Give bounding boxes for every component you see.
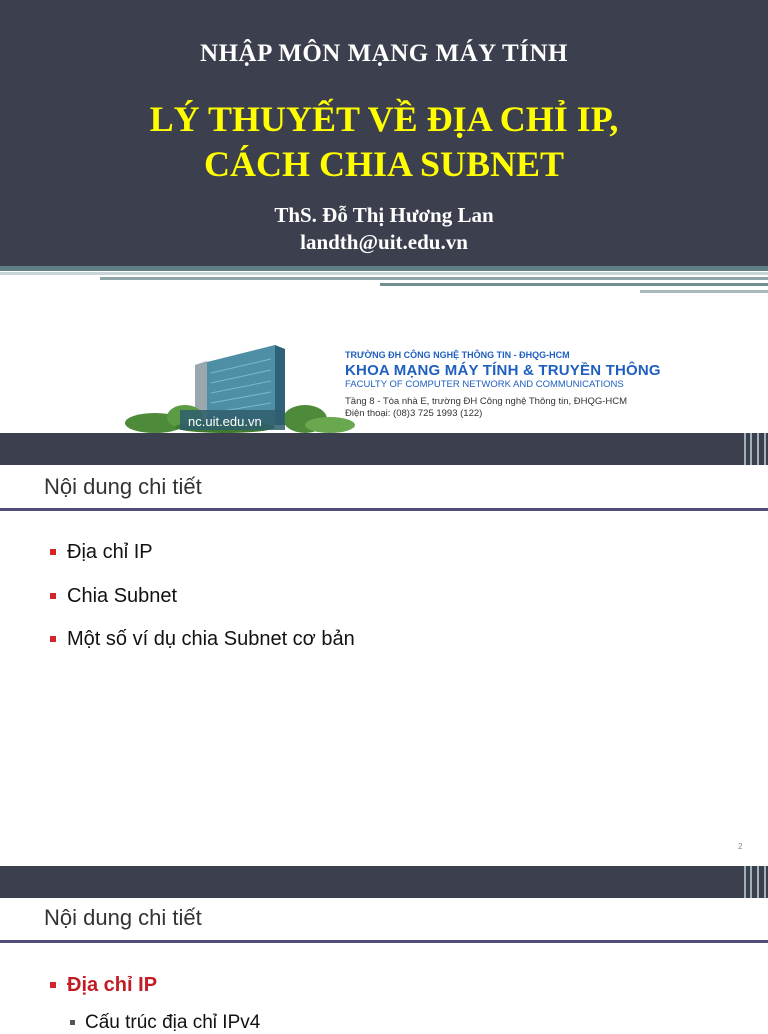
slide-title-line2: CÁCH CHIA SUBNET	[203, 144, 565, 184]
bar-decoration	[740, 433, 768, 465]
author-name: ThS. Đỗ Thị Hương Lan	[274, 203, 494, 227]
slide2-rule	[0, 508, 768, 511]
slide2-title: Nội dung chi tiết	[44, 474, 202, 499]
course-title: NHẬP MÔN MẠNG MÁY TÍNH	[200, 40, 568, 67]
bullet-icon	[50, 636, 56, 642]
slide3-top-bar	[0, 866, 768, 898]
faculty-name: KHOA MẠNG MÁY TÍNH & TRUYỀN THÔNG	[345, 362, 661, 379]
slide-title-line1: LÝ THUYẾT VỀ ĐỊA CHỈ IP,	[149, 99, 619, 139]
faculty-name-english: FACULTY OF COMPUTER NETWORK AND COMMUNICATIONS	[345, 379, 624, 390]
list-item-active: Địa chỉ IP	[50, 974, 157, 997]
sub-list-item: Cấu trúc địa chỉ IPv4	[70, 1012, 260, 1034]
website-label: nc.uit.edu.vn	[188, 414, 262, 429]
page-number: 2	[738, 842, 743, 851]
sub-bullet-icon	[70, 1020, 75, 1025]
list-item: Chia Subnet	[50, 585, 177, 608]
faculty-address: Tầng 8 - Tòa nhà E, trường ĐH Công nghệ Thông tin, ĐHQG-HCM	[345, 396, 628, 407]
slide2-top-bar	[0, 433, 768, 465]
author-email: landth@uit.edu.vn	[300, 230, 468, 254]
slide3-title: Nội dung chi tiết	[44, 905, 202, 930]
list-item: Một số ví dụ chia Subnet cơ bản	[50, 628, 355, 651]
bullet-icon	[50, 593, 56, 599]
university-name: TRƯỜNG ĐH CÔNG NGHỆ THÔNG TIN - ĐHQG-HCM	[345, 350, 570, 360]
bullet-icon	[50, 982, 56, 988]
bullet-icon	[50, 549, 56, 555]
list-item: Địa chỉ IP	[50, 541, 153, 564]
bar-decoration	[740, 866, 768, 898]
faculty-phone: Điện thoại: (08)3 725 1993 (122)	[345, 408, 483, 419]
slide3-rule	[0, 940, 768, 943]
